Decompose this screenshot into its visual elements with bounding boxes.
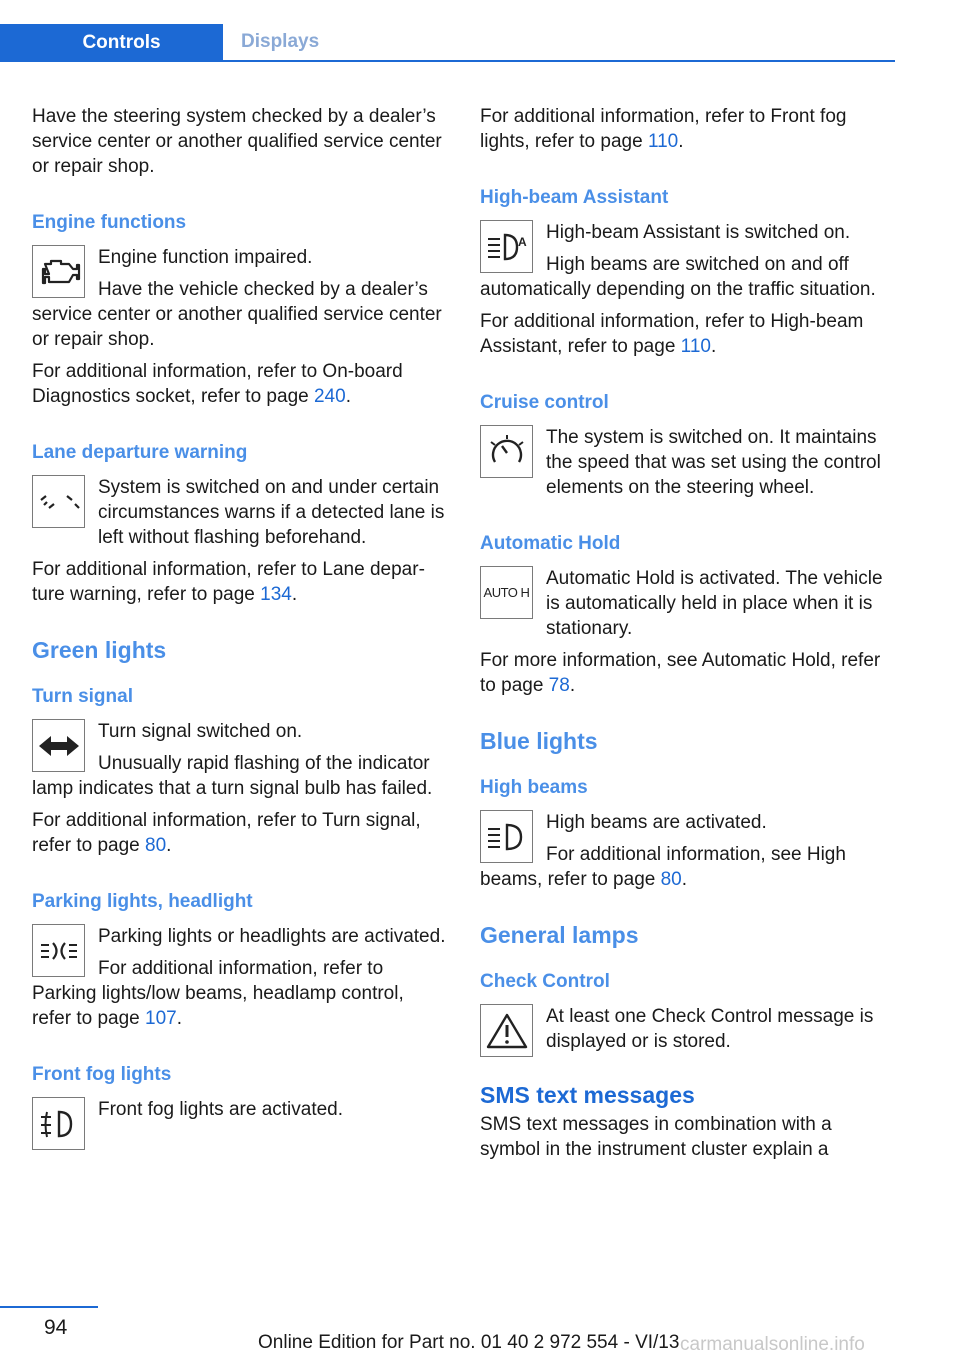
parking-lights-entry: [32, 924, 447, 1038]
check-control-warning-icon: [480, 1004, 533, 1057]
page-number: 94: [44, 1316, 68, 1339]
steering-text: Have the steering system checked by a dealer’s service center or another qualified service center or repair shop.: [32, 106, 442, 177]
autohold-page-link[interactable]: 78: [548, 675, 570, 696]
turn-page-link[interactable]: 80: [145, 835, 167, 856]
parking-p2: For additional information, refer to Parking lights/low beams, headlamp control, refer to page 107.: [32, 958, 404, 1029]
tab-displays[interactable]: [223, 24, 337, 60]
lane-ref-text: For additional information, refer to Lane departure warning, refer to page: [32, 559, 425, 605]
hba-reference: For additional information, refer to High-beam Assistant, refer to page 110.: [480, 311, 864, 357]
hba-p2: High beams are switched on and off automatically depending on the traffic situation.: [480, 254, 876, 300]
engine-functions-heading: Engine functions: [32, 212, 187, 233]
edition-text: Online Edition for Part no. 01 40 2 972 554 - VI/13: [258, 1332, 680, 1353]
footer-line: [0, 1306, 98, 1308]
sms-heading: SMS text messages: [480, 1082, 695, 1108]
highbeam-p2: For additional information, see High beams, refer to page 80.: [480, 844, 846, 890]
parking-lights-heading: Parking lights, headlight: [32, 891, 253, 912]
high-beam-assistant-entry: [480, 220, 895, 309]
check-p1: At least one Check Control message is displayed or is stored.: [546, 1006, 874, 1052]
engine-ref-text: For additional information, refer to On-board Diagnostics socket, refer to page: [32, 361, 403, 407]
engine-reference: For additional information, refer to On-board Diagnostics socket, refer to page 240.: [32, 361, 403, 407]
lane-departure-heading: Lane departure warning: [32, 442, 248, 463]
engine-p2: Have the vehicle checked by a dealer’s service center or another qualified service center or repair shop.: [32, 279, 442, 350]
check-control-heading: Check Control: [480, 971, 610, 992]
engine-functions-entry: [32, 245, 447, 359]
lane-page-link[interactable]: 134: [260, 584, 292, 605]
blue-lights-heading: Blue lights: [480, 728, 598, 754]
left-column: [32, 104, 447, 1154]
turn-p1: Turn signal switched on.: [98, 721, 303, 742]
automatic-hold-entry: [480, 566, 895, 648]
front-fog-heading: Front fog lights: [32, 1064, 172, 1085]
hba-ref-text: For additional information, refer to High-beam Assistant, refer to page: [480, 311, 864, 357]
general-lamps-heading: General lamps: [480, 922, 639, 948]
turn-ref-text: For additional information, refer to Turn signal, refer to page: [32, 810, 421, 856]
lane-p1: System is switched on and under certain circumstances warns if a detected lane is left without flashing beforehand.: [98, 477, 445, 548]
hba-p1: High-beam Assistant is switched on.: [546, 222, 851, 243]
sms-p1: SMS text messages in combination with a symbol in the instrument cluster explain a: [480, 1114, 832, 1160]
fog-ref-text: For additional information, refer to Front fog lights, refer to page: [480, 106, 847, 152]
right-column: [480, 104, 895, 1169]
autohold-reference: For more information, see Automatic Hold, refer to page 78.: [480, 650, 881, 696]
fog-page-link[interactable]: 110: [647, 131, 679, 152]
tab-controls-label: Controls: [82, 32, 161, 53]
high-beam-icon: [480, 810, 533, 863]
high-beams-heading: High beams: [480, 777, 588, 798]
high-beam-assistant-icon: [480, 220, 533, 273]
highbeam-p1: High beams are activated.: [546, 812, 767, 833]
tab-controls[interactable]: [0, 24, 223, 62]
turn-reference: For additional information, refer to Turn signal, refer to page 80.: [32, 810, 421, 856]
parking-p1: Parking lights or headlights are activated.: [98, 926, 446, 947]
high-beam-assistant-heading: High-beam Assistant: [480, 187, 669, 208]
green-lights-heading: Green lights: [32, 637, 167, 663]
turn-signal-icon: [32, 719, 85, 772]
cruise-control-heading: Cruise control: [480, 392, 609, 413]
engine-warning-icon: [32, 245, 85, 298]
parking-ref-text: For additional information, refer to Parking lights/low beams, headlamp control, refer to page: [32, 958, 404, 1029]
fog-p1: Front fog lights are activated.: [98, 1099, 344, 1120]
tab-bar: [0, 24, 895, 62]
engine-page-link[interactable]: 240: [313, 386, 346, 407]
tab-displays-label: Displays: [241, 31, 320, 52]
hba-page-link[interactable]: 110: [680, 336, 711, 357]
lane-departure-icon: [32, 475, 85, 528]
lane-departure-entry: [32, 475, 447, 557]
automatic-hold-heading: Automatic Hold: [480, 533, 621, 554]
turn-signal-entry: [32, 719, 447, 808]
check-control-entry: [480, 1004, 895, 1061]
autohold-p1: Automatic Hold is activated. The vehicle is automatically held in place when it is stationary.: [546, 568, 883, 639]
parking-lights-icon: [32, 924, 85, 977]
svg-text:A: A: [517, 234, 527, 249]
tab-underline: [0, 60, 895, 62]
front-fog-lights-icon: [32, 1097, 85, 1150]
parking-page-link[interactable]: 107: [145, 1008, 177, 1029]
fog-reference: For additional information, refer to Front fog lights, refer to page 110.: [480, 106, 847, 152]
auto-hold-icon: [480, 566, 533, 619]
auto-hold-icon-label: AUTO H: [483, 585, 530, 600]
turn-signal-heading: Turn signal: [32, 686, 133, 707]
cruise-control-icon: [480, 425, 533, 478]
autohold-ref-text: For more information, see Automatic Hold, refer to page: [480, 650, 881, 696]
watermark: carmanualsonline.info: [680, 1334, 865, 1355]
front-fog-entry: [32, 1097, 447, 1154]
highbeam-ref-text: For additional information, see High beams, refer to page: [480, 844, 846, 890]
turn-p2: Unusually rapid flashing of the indicator lamp indicates that a turn signal bulb has failed.: [32, 753, 433, 799]
cruise-control-entry: [480, 425, 895, 507]
engine-p1: Engine function impaired.: [98, 247, 313, 268]
highbeam-page-link[interactable]: 80: [660, 869, 682, 890]
cruise-p1: The system is switched on. It maintains the speed that was set using the control elements on the steering wheel.: [546, 427, 881, 498]
high-beams-entry: [480, 810, 895, 899]
lane-reference: For additional information, refer to Lane departure warning, refer to page 134.: [32, 559, 425, 605]
